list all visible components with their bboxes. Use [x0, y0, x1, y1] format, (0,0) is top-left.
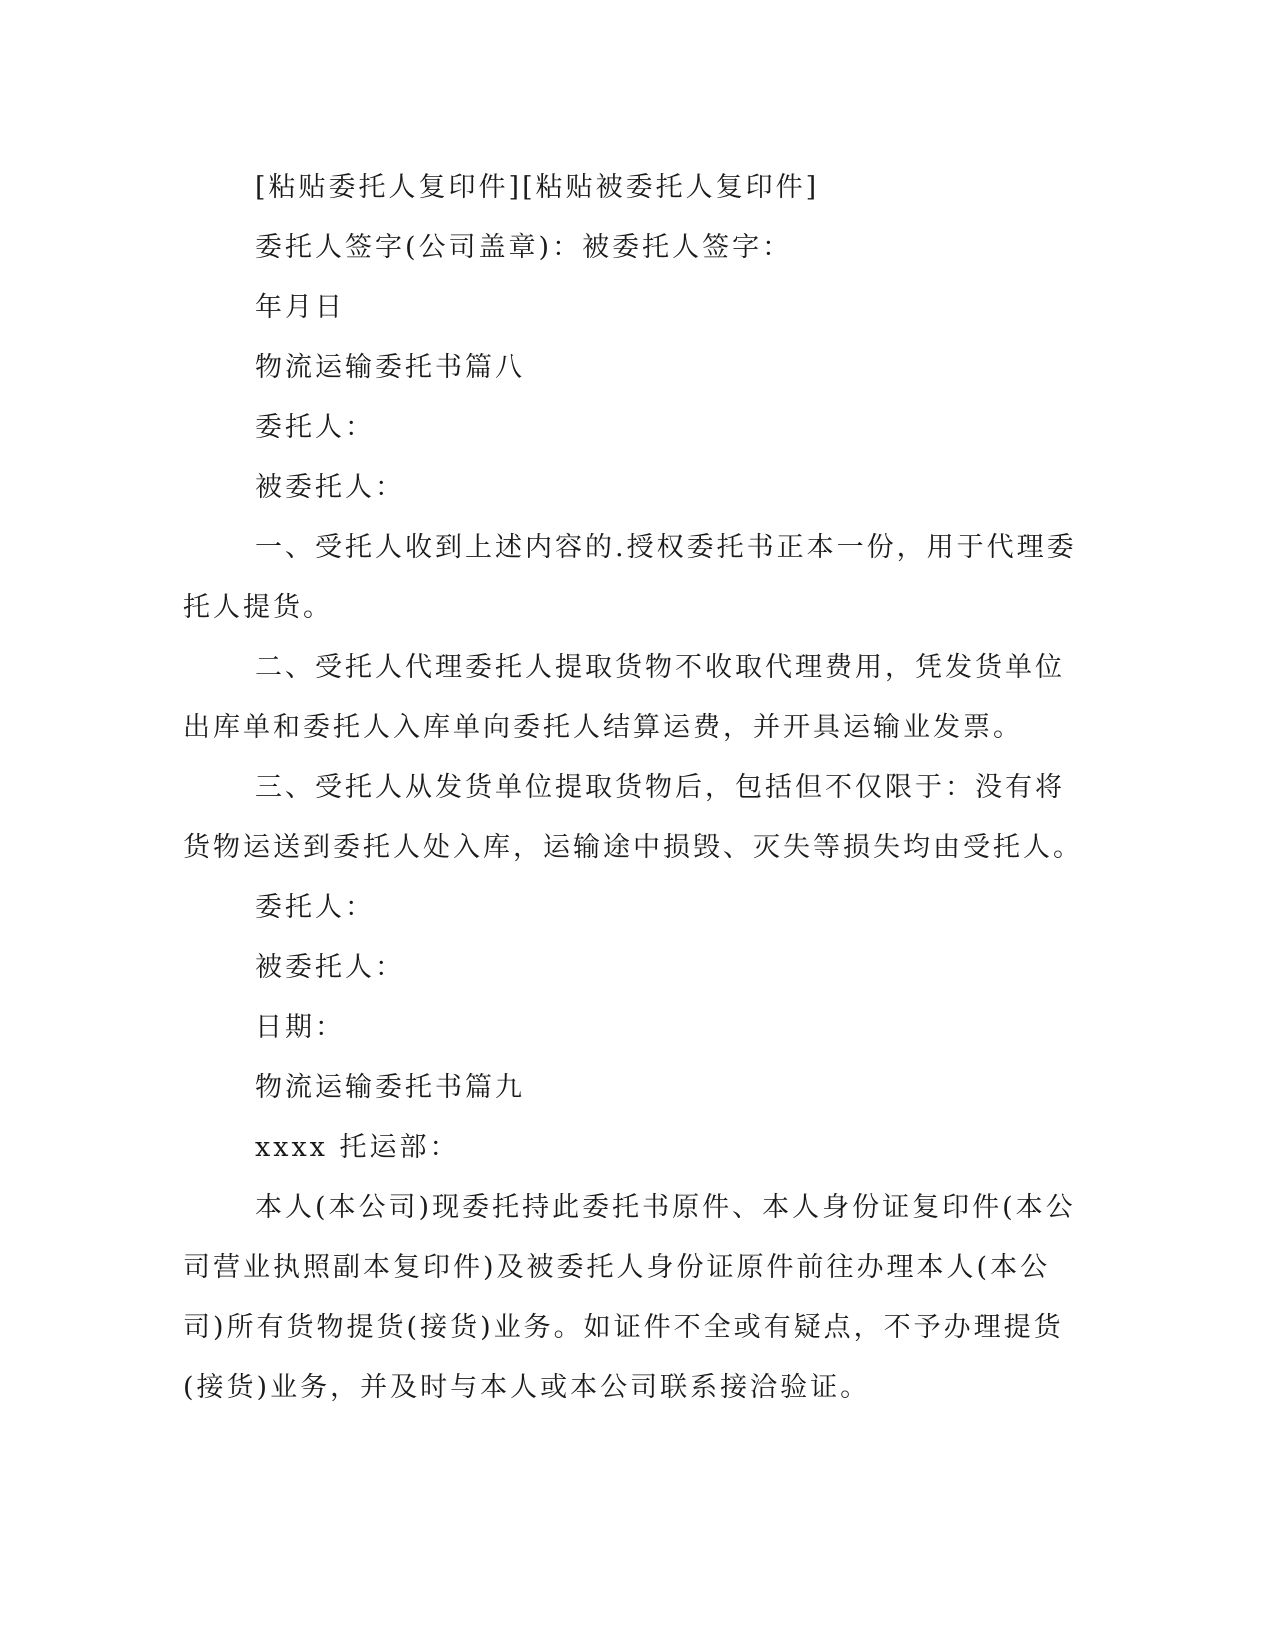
paragraph-agent: 被委托人：: [255, 472, 405, 503]
clause-two: 二、受托人代理委托人提取货物不收取代理费用，凭发货单位出库单和委托人入库单向委托人结算运费，并开具运输业发票。: [183, 652, 1065, 743]
paragraph-date: 日期：: [255, 1012, 345, 1043]
paragraph-principal-sign: 委托人：: [255, 892, 375, 923]
paragraph-addressee: xxxx 托运部：: [255, 1132, 460, 1163]
paragraph-date-line: 年月日: [255, 292, 345, 323]
paragraph-signature-line: 委托人签字(公司盖章)：被委托人签字：: [255, 232, 793, 263]
paragraph-agent-sign: 被委托人：: [255, 952, 405, 983]
clause-one: 一、受托人收到上述内容的.授权委托书正本一份，用于代理委托人提货。: [183, 532, 1077, 623]
clause-three: 三、受托人从发货单位提取货物后，包括但不仅限于：没有将货物运送到委托人处入库，运输途中损毁、灭失等损失均由受托人。: [183, 772, 1083, 863]
section-heading-eight: 物流运输委托书篇八: [255, 352, 525, 383]
paragraph-principal: 委托人：: [255, 412, 375, 443]
paragraph-authorization-body: 本人(本公司)现委托持此委托书原件、本人身份证复印件(本公司营业执照副本复印件)及被委托人身份证原件前往办理本人(本公司)所有货物提货(接货)业务。如证件不全或有疑点，不予办理提货(接货)业务，并及时与本人或本公司联系接洽验证。: [183, 1192, 1076, 1403]
paragraph-copy-placeholders: [粘贴委托人复印件][粘贴被委托人复印件]: [255, 172, 820, 203]
document-body: [183, 158, 1083, 1418]
section-heading-nine: 物流运输委托书篇九: [255, 1072, 525, 1103]
